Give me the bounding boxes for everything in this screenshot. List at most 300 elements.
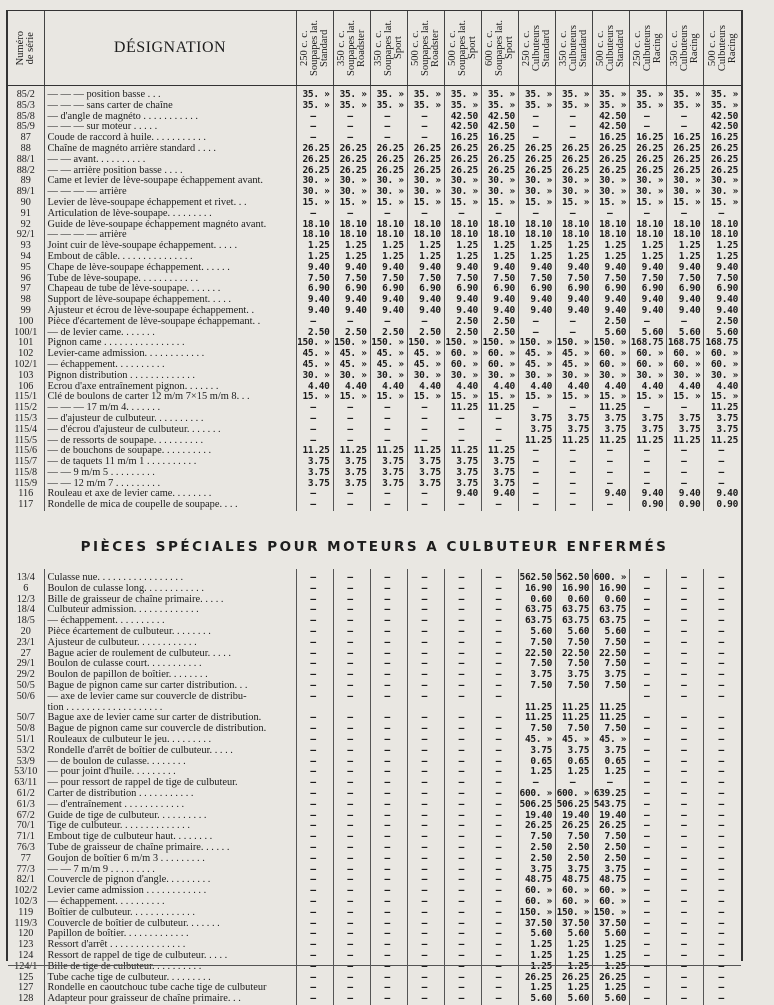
part-designation: — axe de levier came sur couvercle de distribu- (44, 692, 296, 703)
price-cell: 3.75 (481, 457, 518, 468)
price-cell: — (667, 886, 704, 897)
price-cell: — (704, 209, 741, 220)
price-cell: — (667, 735, 704, 746)
part-designation: Tube de lève-soupape. . . . . . . . . . . . (44, 274, 296, 285)
table-row (8, 703, 741, 714)
price-cell: — (444, 854, 481, 865)
price-cell: — (333, 951, 370, 962)
price-cell: — (296, 875, 333, 886)
price-cell: 15. » (667, 198, 704, 209)
price-cell: 9.40 (704, 295, 741, 306)
part-designation: Ressort d'arrêt . . . . . . . . . . . . . . . (44, 940, 296, 951)
price-cell: 48.75 (556, 875, 593, 886)
price-cell: 18.10 (296, 230, 333, 241)
part-designation: Pièce écartement de culbuteur. . . . . . . . (44, 627, 296, 638)
price-cell: — (444, 638, 481, 649)
price-cell: — (667, 616, 704, 627)
price-cell: 3.75 (370, 479, 407, 490)
price-cell (518, 692, 555, 703)
price-cell: 15. » (556, 392, 593, 403)
price-cell: 60. » (630, 360, 667, 371)
part-number: 87 (20, 133, 31, 144)
price-cell: 35. » (407, 101, 444, 112)
part-number: 6 (23, 583, 29, 594)
designation-label: DÉSIGNATION (113, 39, 227, 56)
header-col (481, 11, 518, 86)
price-cell: 26.25 (630, 144, 667, 155)
price-cell: 11.25 (481, 446, 518, 457)
section-culbuteur-parts (8, 569, 741, 1005)
price-cell: — (667, 908, 704, 919)
price-cell: 9.40 (593, 489, 630, 500)
price-cell: — (481, 886, 518, 897)
price-cell: 5.60 (556, 929, 593, 940)
price-cell: 15. » (296, 392, 333, 403)
part-designation: Ressort de rappel de tige de culbuteur. . . . . (44, 951, 296, 962)
price-cell: 30. » (667, 371, 704, 382)
price-cell: — (704, 919, 741, 930)
price-cell: — (481, 595, 518, 606)
price-cell: 3.75 (518, 414, 555, 425)
price-cell: — (333, 403, 370, 414)
price-cell: 15. » (481, 392, 518, 403)
price-cell: — (667, 317, 704, 328)
price-cell: 15. » (556, 198, 593, 209)
price-cell: — (296, 821, 333, 832)
price-cell: — (704, 875, 741, 886)
price-cell: 15. » (518, 198, 555, 209)
price-cell: — (333, 595, 370, 606)
price-cell: — (704, 713, 741, 724)
price-cell: 48.75 (593, 875, 630, 886)
price-cell: — (444, 746, 481, 757)
price-cell: 1.25 (518, 241, 555, 252)
price-cell: 543.75 (593, 800, 630, 811)
price-cell: 30. » (296, 371, 333, 382)
price-cell: 26.25 (556, 155, 593, 166)
table-row (8, 414, 741, 425)
price-cell: 26.25 (704, 144, 741, 155)
price-cell: 26.25 (407, 155, 444, 166)
price-cell: — (704, 908, 741, 919)
price-cell: — (370, 800, 407, 811)
price-cell: 3.75 (444, 457, 481, 468)
part-number: 85/8 (16, 111, 35, 122)
price-cell: — (481, 500, 518, 511)
price-cell: — (444, 811, 481, 822)
price-cell: 11.25 (296, 446, 333, 457)
price-cell: — (444, 681, 481, 692)
price-cell: — (370, 811, 407, 822)
price-cell: — (296, 112, 333, 123)
part-number: 115/4 (14, 424, 38, 435)
price-cell: 0.90 (667, 500, 704, 511)
price-cell: — (518, 457, 555, 468)
price-cell: 1.25 (370, 252, 407, 263)
price-cell: — (630, 670, 667, 681)
price-cell: 30. » (630, 187, 667, 198)
price-cell: 19.40 (518, 811, 555, 822)
price-cell: — (518, 778, 555, 789)
price-cell: 1.25 (296, 252, 333, 263)
part-number: 115/3 (14, 413, 38, 424)
part-designation: Clé de boulons de carter 12 m/m 7×15 m/m 8. . . (44, 392, 296, 403)
price-cell: 18.10 (333, 220, 370, 231)
price-cell: 1.25 (593, 962, 630, 973)
price-cell: 18.10 (556, 230, 593, 241)
price-cell: 30. » (333, 176, 370, 187)
price-cell: 3.75 (593, 865, 630, 876)
price-cell: 3.75 (481, 468, 518, 479)
price-cell: 7.50 (481, 274, 518, 285)
price-cell: 11.25 (333, 446, 370, 457)
part-designation: Levier-came admission. . . . . . . . . . . . (44, 349, 296, 360)
price-cell: — (481, 767, 518, 778)
part-designation: Tube de graisseur de chaîne primaire. . . . . . (44, 843, 296, 854)
price-cell: 15. » (370, 392, 407, 403)
price-cell: — (370, 962, 407, 973)
price-cell: — (481, 908, 518, 919)
price-cell: 4.40 (407, 382, 444, 393)
price-cell: 562.50 (556, 569, 593, 584)
part-number: 119 (18, 907, 34, 918)
table-row (8, 616, 741, 627)
table-row (8, 627, 741, 638)
part-designation: — de bouchons de soupape. . . . . . . . . . (44, 446, 296, 457)
price-cell: 16.25 (667, 133, 704, 144)
price-cell: 1.25 (407, 241, 444, 252)
price-cell: 2.50 (593, 843, 630, 854)
table-row (8, 746, 741, 757)
price-cell: — (407, 746, 444, 757)
price-cell: — (444, 865, 481, 876)
price-cell: 9.40 (667, 306, 704, 317)
part-designation: — — 9 m/m 5 . . . . . . . . . (44, 468, 296, 479)
price-cell: 26.25 (296, 166, 333, 177)
price-cell: — (333, 962, 370, 973)
price-cell: — (593, 479, 630, 490)
price-cell: — (481, 584, 518, 595)
price-cell: 63.75 (518, 605, 555, 616)
price-cell: — (667, 821, 704, 832)
price-cell: 30. » (296, 187, 333, 198)
part-number: 85/3 (16, 100, 35, 111)
price-cell: — (296, 940, 333, 951)
price-cell: — (481, 735, 518, 746)
price-cell: 19.40 (593, 811, 630, 822)
price-cell: — (333, 854, 370, 865)
price-cell: — (444, 436, 481, 447)
price-cell: 30. » (556, 176, 593, 187)
price-cell: 2.50 (556, 854, 593, 865)
price-cell: — (370, 425, 407, 436)
price-cell: 26.25 (370, 155, 407, 166)
price-cell: 26.25 (370, 144, 407, 155)
price-cell: 30. » (370, 176, 407, 187)
price-cell: 600. » (556, 789, 593, 800)
price-cell: 1.25 (370, 241, 407, 252)
price-cell: — (296, 929, 333, 940)
price-cell: 7.50 (556, 274, 593, 285)
price-cell: 45. » (556, 735, 593, 746)
price-cell: — (407, 983, 444, 994)
part-designation: Came et levier de lève-soupape échappement avant. (44, 176, 296, 187)
price-cell: 26.25 (556, 166, 593, 177)
price-cell: 4.40 (444, 382, 481, 393)
part-number: 102/2 (14, 886, 38, 897)
price-cell: — (444, 605, 481, 616)
price-cell: — (481, 724, 518, 735)
price-cell: — (518, 209, 555, 220)
part-designation: Ajusteur de culbuteur. . . . . . . . . . . . (44, 638, 296, 649)
price-cell: 63.75 (518, 616, 555, 627)
price-cell: — (630, 886, 667, 897)
table-row (8, 263, 741, 274)
part-designation: Rouleaux de culbuteur le jeu. . . . . . . . . (44, 735, 296, 746)
price-cell: — (333, 940, 370, 951)
part-number: 12/3 (16, 594, 35, 605)
price-cell: 45. » (518, 360, 555, 371)
part-designation: Pignon came . . . . . . . . . . . . . . . . (44, 338, 296, 349)
part-number: 117 (18, 500, 34, 511)
table-row (8, 584, 741, 595)
price-cell: 9.40 (370, 306, 407, 317)
price-cell: — (481, 875, 518, 886)
price-cell: — (667, 605, 704, 616)
price-cell: — (370, 681, 407, 692)
price-cell: 9.40 (444, 489, 481, 500)
price-cell: — (630, 735, 667, 746)
price-cell: 35. » (407, 86, 444, 101)
price-cell: — (370, 605, 407, 616)
price-cell: 9.40 (630, 295, 667, 306)
price-cell: 3.75 (296, 457, 333, 468)
price-cell: — (481, 865, 518, 876)
price-cell: — (630, 595, 667, 606)
price-cell: 35. » (593, 101, 630, 112)
part-designation: — d'angle de magnéto . . . . . . . . . . . (44, 112, 296, 123)
price-cell: 16.90 (556, 584, 593, 595)
price-cell: — (407, 638, 444, 649)
price-cell: — (667, 897, 704, 908)
price-cell: 1.25 (593, 983, 630, 994)
price-cell: — (667, 713, 704, 724)
price-cell: — (481, 821, 518, 832)
price-cell: 30. » (593, 371, 630, 382)
price-cell: 9.40 (518, 306, 555, 317)
table-row (8, 198, 741, 209)
price-cell: — (296, 649, 333, 660)
price-cell: 35. » (296, 86, 333, 101)
price-cell: 7.50 (556, 832, 593, 843)
price-cell: — (704, 789, 741, 800)
price-cell: 1.25 (481, 252, 518, 263)
header-col (667, 11, 704, 86)
price-cell: — (704, 605, 741, 616)
price-cell: — (444, 584, 481, 595)
price-cell: — (407, 616, 444, 627)
part-designation: Articulation de lève-soupape. . . . . . . . . (44, 209, 296, 220)
price-cell: 63.75 (556, 616, 593, 627)
price-cell: — (481, 951, 518, 962)
price-cell: 5.60 (704, 328, 741, 339)
header-col (518, 11, 555, 86)
price-cell: — (296, 616, 333, 627)
price-cell: 26.25 (444, 155, 481, 166)
price-cell: 30. » (444, 176, 481, 187)
price-cell: — (481, 919, 518, 930)
price-cell: — (704, 983, 741, 994)
part-number: 97 (20, 284, 31, 295)
price-cell: — (518, 403, 555, 414)
price-cell: — (481, 414, 518, 425)
part-designation: Embout tige de culbuteur haut. . . . . . . . (44, 832, 296, 843)
price-cell: 30. » (556, 187, 593, 198)
price-cell: — (667, 973, 704, 984)
price-cell: 42.50 (593, 122, 630, 133)
price-cell: — (704, 994, 741, 1005)
price-cell: 1.25 (407, 252, 444, 263)
price-cell: — (481, 209, 518, 220)
part-designation: Guide de lève-soupape échappement magnéto avant. (44, 220, 296, 231)
part-number: 29/1 (16, 659, 35, 670)
price-cell: — (370, 209, 407, 220)
price-cell: 37.50 (593, 919, 630, 930)
spacer-row (8, 511, 741, 525)
price-cell: 5.60 (556, 627, 593, 638)
price-cell: 60. » (444, 349, 481, 360)
price-cell (333, 703, 370, 714)
price-cell: — (630, 767, 667, 778)
table-row (8, 595, 741, 606)
price-cell: 6.90 (333, 284, 370, 295)
price-cell: — (370, 627, 407, 638)
part-number: 27 (20, 648, 31, 659)
price-cell: 7.50 (556, 659, 593, 670)
price-cell: — (407, 994, 444, 1005)
price-cell: — (481, 800, 518, 811)
price-cell: — (630, 468, 667, 479)
price-cell: — (444, 616, 481, 627)
price-cell: 18.10 (630, 230, 667, 241)
price-cell: 1.25 (556, 962, 593, 973)
price-cell: 35. » (444, 101, 481, 112)
price-cell: 0.65 (556, 757, 593, 768)
price-cell: 2.50 (518, 854, 555, 865)
price-cell: — (518, 122, 555, 133)
price-cell: — (556, 446, 593, 457)
price-cell: 1.25 (556, 951, 593, 962)
price-cell: 15. » (518, 392, 555, 403)
price-cell: — (407, 692, 444, 703)
price-cell: — (667, 832, 704, 843)
price-cell: — (444, 919, 481, 930)
price-cell: 2.50 (407, 328, 444, 339)
price-cell (370, 703, 407, 714)
price-cell: — (333, 638, 370, 649)
price-cell: 26.25 (667, 155, 704, 166)
price-cell: 3.75 (593, 425, 630, 436)
price-cell: 30. » (333, 187, 370, 198)
price-cell: 16.25 (593, 133, 630, 144)
price-cell: 3.75 (667, 425, 704, 436)
price-cell: — (444, 735, 481, 746)
price-cell: 150. » (407, 338, 444, 349)
price-cell: — (481, 746, 518, 757)
price-cell: — (667, 638, 704, 649)
price-cell: — (370, 713, 407, 724)
price-cell: — (444, 659, 481, 670)
table-row (8, 479, 741, 490)
price-cell: 150. » (481, 338, 518, 349)
price-cell: 7.50 (370, 274, 407, 285)
price-cell: — (481, 616, 518, 627)
price-cell: 30. » (704, 176, 741, 187)
price-cell: 22.50 (556, 649, 593, 660)
price-cell: 26.25 (518, 821, 555, 832)
price-cell: 9.40 (593, 263, 630, 274)
price-cell: — (296, 713, 333, 724)
price-cell: — (407, 649, 444, 660)
part-designation: Culbuteur admission. . . . . . . . . . . . . (44, 605, 296, 616)
table-row (8, 757, 741, 768)
price-cell: — (333, 414, 370, 425)
price-cell: — (630, 403, 667, 414)
part-number: 102 (18, 349, 34, 360)
price-cell: — (630, 875, 667, 886)
price-cell: — (333, 692, 370, 703)
part-number: 20 (20, 627, 31, 638)
price-cell: 45. » (370, 349, 407, 360)
price-cell: 4.40 (667, 382, 704, 393)
price-cell: 26.25 (593, 166, 630, 177)
price-cell: — (444, 595, 481, 606)
price-cell: — (630, 479, 667, 490)
price-cell: — (296, 489, 333, 500)
price-cell: 18.10 (518, 230, 555, 241)
price-cell: 150. » (593, 338, 630, 349)
price-cell: 3.75 (444, 479, 481, 490)
price-cell: — (296, 843, 333, 854)
price-cell: — (333, 122, 370, 133)
price-cell: — (481, 425, 518, 436)
price-cell: — (444, 569, 481, 584)
price-cell: 0.65 (593, 757, 630, 768)
part-designation: Guide de tige de culbuteur. . . . . . . . . . (44, 811, 296, 822)
price-cell: — (444, 940, 481, 951)
table-row (8, 371, 741, 382)
price-cell: 3.75 (407, 479, 444, 490)
table-row (8, 122, 741, 133)
price-cell: — (333, 800, 370, 811)
price-cell: — (333, 929, 370, 940)
price-cell: — (518, 317, 555, 328)
price-cell: 60. » (481, 349, 518, 360)
price-cell: 26.25 (333, 166, 370, 177)
price-cell: — (296, 789, 333, 800)
table-row (8, 951, 741, 962)
table-row (8, 897, 741, 908)
price-cell: — (630, 919, 667, 930)
price-cell: — (296, 811, 333, 822)
part-number: 102/3 (14, 896, 38, 907)
price-cell: — (667, 778, 704, 789)
price-cell: — (407, 569, 444, 584)
price-cell: 60. » (556, 886, 593, 897)
price-cell: — (704, 627, 741, 638)
part-number: 98 (20, 295, 31, 306)
price-cell: — (370, 821, 407, 832)
